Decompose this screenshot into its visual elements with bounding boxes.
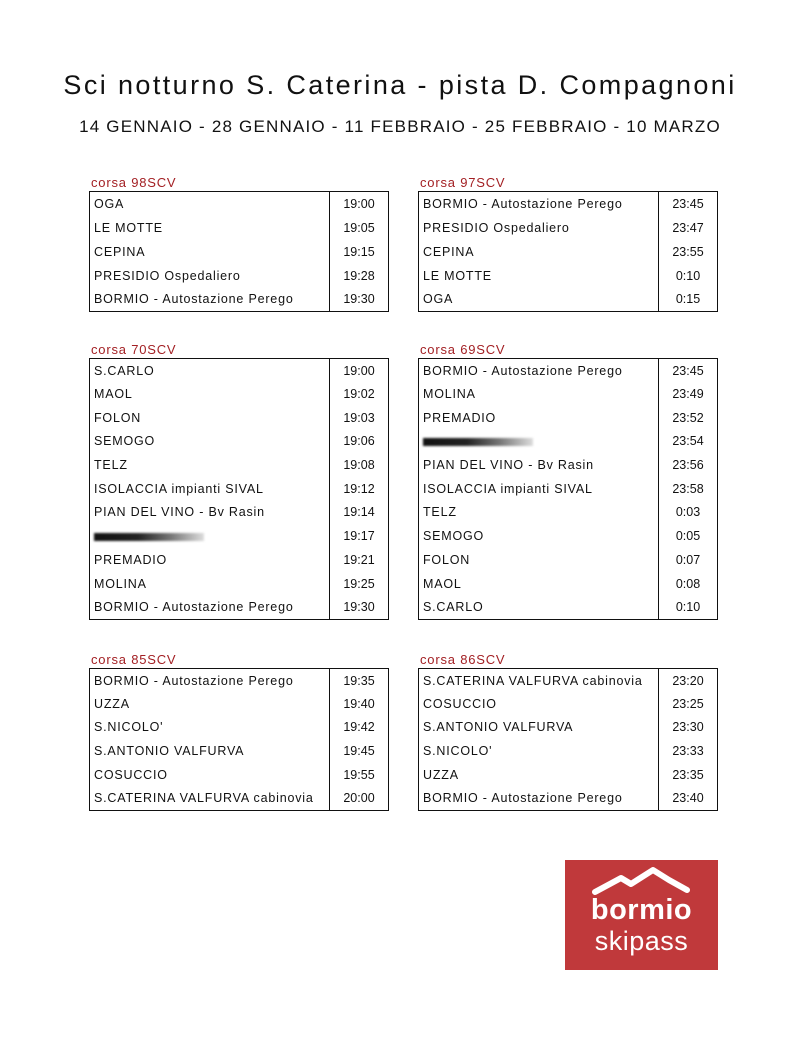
table-row [90, 763, 389, 787]
stop-time: 0:05 [659, 524, 718, 548]
stop-name [90, 524, 330, 548]
schedule-table [418, 358, 718, 620]
table-row [90, 692, 389, 716]
schedule-table [89, 358, 389, 620]
table-row [419, 524, 718, 548]
stop-name: COSUCCIO [94, 767, 168, 782]
stop-time: 23:58 [659, 477, 718, 501]
table-row [419, 430, 718, 454]
table-row [90, 572, 389, 596]
stop-time: 23:47 [659, 216, 718, 240]
schedule-label: corsa 69SCV [420, 342, 506, 357]
stop-time: 19:00 [330, 192, 389, 216]
stop-time: 19:42 [330, 716, 389, 740]
logo-word-skipass: skipass [594, 926, 689, 956]
stop-name: S.CARLO [423, 599, 484, 614]
stop-time: 23:52 [659, 406, 718, 430]
stop-time: 23:54 [659, 430, 718, 454]
stop-time: 0:08 [659, 572, 718, 596]
table-row [90, 406, 389, 430]
table-row [419, 406, 718, 430]
schedule-block [418, 174, 718, 312]
stop-time: 19:30 [330, 595, 389, 619]
table-row [419, 786, 718, 810]
table-row [90, 669, 389, 693]
stop-time: 19:40 [330, 692, 389, 716]
table-row [419, 359, 718, 383]
stop-name: UZZA [94, 696, 130, 711]
stop-time: 23:45 [659, 359, 718, 383]
table-row [90, 453, 389, 477]
stop-time: 19:08 [330, 453, 389, 477]
schedule-block [89, 341, 389, 620]
stop-name: TELZ [423, 505, 457, 520]
table-row [419, 192, 718, 216]
schedule-label: corsa 70SCV [91, 342, 177, 357]
stop-time: 19:14 [330, 501, 389, 525]
table-row [90, 524, 389, 548]
stop-name: SEMOGO [94, 434, 156, 449]
stop-time: 23:20 [659, 669, 718, 693]
table-row [90, 288, 389, 312]
table-row [419, 264, 718, 288]
stop-time: 19:17 [330, 524, 389, 548]
stop-name: ISOLACCIA impianti SIVAL [423, 481, 593, 496]
stop-name: COSUCCIO [423, 696, 497, 711]
stop-name: PREMADIO [423, 410, 497, 425]
table-row [419, 595, 718, 619]
table-row [90, 240, 389, 264]
schedule-block [418, 651, 718, 811]
table-row [90, 477, 389, 501]
schedule-block [89, 174, 389, 312]
stop-time: 23:56 [659, 453, 718, 477]
stop-name: MOLINA [423, 387, 476, 402]
stop-time: 19:25 [330, 572, 389, 596]
table-row [90, 264, 389, 288]
stop-time: 19:28 [330, 264, 389, 288]
stop-name: S.CATERINA VALFURVA cabinovia [94, 791, 314, 806]
table-row [419, 669, 718, 693]
stop-time: 23:30 [659, 716, 718, 740]
stop-time: 23:55 [659, 240, 718, 264]
stop-name: S.CARLO [94, 363, 155, 378]
stop-time: 19:21 [330, 548, 389, 572]
table-row [90, 359, 389, 383]
table-row [419, 763, 718, 787]
stop-time: 19:12 [330, 477, 389, 501]
stop-name: MOLINA [94, 576, 147, 591]
table-row [419, 572, 718, 596]
redacted-stop [423, 438, 533, 446]
stop-time: 23:25 [659, 692, 718, 716]
stop-time: 19:06 [330, 430, 389, 454]
stop-name: S.CATERINA VALFURVA cabinovia [423, 673, 643, 688]
table-row [419, 240, 718, 264]
stop-name: CEPINA [94, 244, 146, 259]
schedule-label: corsa 97SCV [420, 175, 506, 190]
stop-name: CEPINA [423, 244, 475, 259]
stop-time: 0:10 [659, 264, 718, 288]
table-row [419, 501, 718, 525]
redacted-stop [94, 533, 204, 541]
table-row [419, 216, 718, 240]
table-row [419, 548, 718, 572]
table-row [90, 716, 389, 740]
stop-name: OGA [94, 196, 125, 211]
schedule-table [89, 191, 389, 312]
page-title: Sci notturno S. Caterina - pista D. Compagnoni [63, 70, 737, 100]
stop-name: ISOLACCIA impianti SIVAL [94, 481, 264, 496]
table-row [419, 716, 718, 740]
schedule-table [418, 668, 718, 811]
stop-name: S.NICOLO' [423, 744, 493, 759]
stop-time: 19:35 [330, 669, 389, 693]
stop-name: BORMIO - Autostazione Perego [94, 292, 294, 307]
stop-name: SEMOGO [423, 529, 485, 544]
stop-name: FOLON [423, 552, 471, 567]
stop-name: S.ANTONIO VALFURVA [94, 744, 245, 759]
stop-time: 0:10 [659, 595, 718, 619]
table-row [90, 786, 389, 810]
stop-time: 19:55 [330, 763, 389, 787]
table-row [419, 477, 718, 501]
stop-name: PREMADIO [94, 552, 168, 567]
stop-name: FOLON [94, 410, 142, 425]
table-row [90, 548, 389, 572]
stop-name: PIAN DEL VINO - Bv Rasin [423, 458, 594, 473]
table-row [90, 739, 389, 763]
table-row [419, 453, 718, 477]
stop-name: BORMIO - Autostazione Perego [423, 363, 623, 378]
dates-line: 14 GENNAIO - 28 GENNAIO - 11 FEBBRAIO - 25 FEBBRAIO - 10 MARZO [79, 117, 721, 136]
stop-time: 19:45 [330, 739, 389, 763]
schedule-label: corsa 98SCV [91, 175, 177, 190]
table-row [90, 501, 389, 525]
stop-name: OGA [423, 292, 454, 307]
stop-name: PRESIDIO Ospedaliero [94, 268, 241, 283]
stop-time: 19:05 [330, 216, 389, 240]
table-row [90, 216, 389, 240]
table-row [419, 382, 718, 406]
stop-name: BORMIO - Autostazione Perego [94, 599, 294, 614]
table-row [90, 382, 389, 406]
stop-time: 0:03 [659, 501, 718, 525]
stop-time: 20:00 [330, 786, 389, 810]
stop-name: BORMIO - Autostazione Perego [423, 196, 623, 211]
table-row [419, 288, 718, 312]
stop-time: 23:40 [659, 786, 718, 810]
table-row [419, 739, 718, 763]
stop-name: BORMIO - Autostazione Perego [423, 791, 623, 806]
stop-name: LE MOTTE [423, 268, 492, 283]
schedule-block [418, 341, 718, 620]
schedule-table [89, 668, 389, 811]
logo-word-bormio: bormio [590, 894, 693, 926]
stop-name: MAOL [423, 576, 462, 591]
stop-time: 19:03 [330, 406, 389, 430]
table-row [90, 430, 389, 454]
table-row [90, 595, 389, 619]
schedule-table [418, 191, 718, 312]
stop-name: PIAN DEL VINO - Bv Rasin [94, 505, 265, 520]
stop-name: S.NICOLO' [94, 720, 164, 735]
stop-time: 19:15 [330, 240, 389, 264]
bormio-skipass-logo [565, 860, 718, 970]
stop-name: PRESIDIO Ospedaliero [423, 220, 570, 235]
table-row [419, 692, 718, 716]
stop-time: 19:30 [330, 288, 389, 312]
stop-time: 23:45 [659, 192, 718, 216]
stop-time: 23:33 [659, 739, 718, 763]
stop-name: BORMIO - Autostazione Perego [94, 673, 294, 688]
stop-name: UZZA [423, 767, 459, 782]
stop-time: 0:15 [659, 288, 718, 312]
schedule-label: corsa 86SCV [420, 652, 506, 667]
stop-time: 23:35 [659, 763, 718, 787]
stop-time: 0:07 [659, 548, 718, 572]
stop-name: LE MOTTE [94, 220, 163, 235]
stop-name: TELZ [94, 458, 128, 473]
stop-time: 19:00 [330, 359, 389, 383]
stop-name: S.ANTONIO VALFURVA [423, 720, 574, 735]
stop-name [419, 430, 659, 454]
stop-time: 23:49 [659, 382, 718, 406]
stop-name: MAOL [94, 387, 133, 402]
schedule-label: corsa 85SCV [91, 652, 177, 667]
schedule-block [89, 651, 389, 811]
table-row [90, 192, 389, 216]
stop-time: 19:02 [330, 382, 389, 406]
